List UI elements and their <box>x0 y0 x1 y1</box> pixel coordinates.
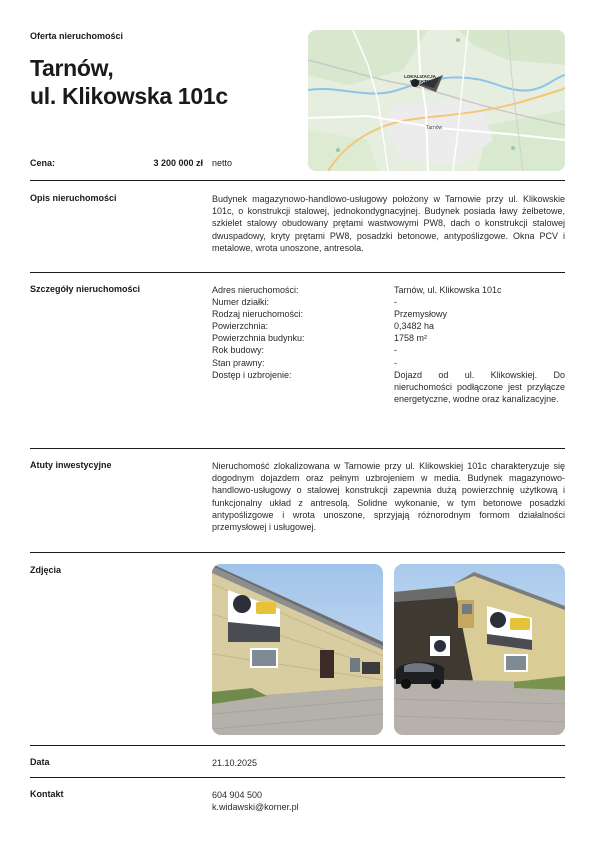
contact-label: Kontakt <box>30 789 64 799</box>
detail-key: Stan prawny: <box>212 357 265 368</box>
detail-key: Adres nieruchomości: <box>212 285 299 295</box>
building-photo[interactable] <box>212 564 383 735</box>
detail-value: 0,3482 ha <box>394 321 435 332</box>
building-photo-graphic <box>212 564 383 735</box>
offer-header-label: Oferta nieruchomości <box>30 31 124 41</box>
detail-key: Dostęp i uzbrojenie: <box>212 369 292 380</box>
contact-email[interactable]: k.widawski@korner.pl <box>212 802 299 812</box>
detail-key: Powierzchnia budynku: <box>212 333 305 344</box>
detail-row <box>212 357 565 369</box>
detail-row <box>212 308 565 320</box>
photos-label: Zdjęcia <box>30 565 62 575</box>
contact-phone[interactable]: 604 904 500 <box>212 790 263 800</box>
detail-value: - <box>394 345 397 356</box>
detail-value: Dojazd od ul. Klikowskiej. Do nieruchomości podłączone jest przyłącze energetyczne, wodne oraz kanalizacyjne. <box>394 369 565 404</box>
date-label: Data <box>30 757 50 767</box>
description-label: Opis nieruchomości <box>30 193 117 203</box>
map-marker-label <box>400 74 440 84</box>
detail-value: - <box>394 297 397 308</box>
detail-row <box>212 369 565 405</box>
investment-label: Atuty inwestycyjne <box>30 460 112 470</box>
building-photo-graphic <box>394 564 565 735</box>
detail-key: Rok budowy: <box>212 345 265 356</box>
date-value: 21.10.2025 <box>212 758 258 768</box>
divider <box>30 272 565 273</box>
page-title <box>30 54 228 110</box>
divider <box>30 745 565 746</box>
location-map[interactable] <box>308 30 565 171</box>
map-graphic <box>308 30 565 171</box>
description-text: Budynek magazynowo-handlowo-usługowy położony w Tarnowie przy ul. Klikowskie 101c, o konstrukcji stalowej, jednokondygnacyjnej. Budynek posiada ławy żelbetowe, szkielet stalowy obudowany prętami wastwowymi PW8, dach o konstrukcji stalowej dwuspadowy, kryty prętami PW8, posadzki betonowe, antypoślizgowe. Okna PCV i metalowe, wrota unoszone, antresola. <box>212 194 565 253</box>
details-label: Szczegóły nieruchomości <box>30 284 141 294</box>
detail-value: Przemysłowy <box>394 309 448 320</box>
detail-key: Powierzchnia: <box>212 321 269 332</box>
price-value: 3 200 000 zł <box>153 158 203 168</box>
title-city: Tarnów, <box>30 55 114 81</box>
divider <box>30 552 565 553</box>
detail-row <box>212 296 565 308</box>
details-table <box>212 284 565 405</box>
detail-value: - <box>394 357 397 368</box>
detail-row <box>212 344 565 356</box>
marker-label-line1: LOKALIZACJA <box>404 74 436 79</box>
price-note: netto <box>212 158 233 168</box>
map-city-label: Tarnów <box>426 125 443 131</box>
marker-label-line2: OBIEKTU <box>409 79 431 84</box>
detail-key: Rodzaj nieruchomości: <box>212 309 304 320</box>
divider <box>30 180 565 181</box>
price-label: Cena: <box>30 158 56 168</box>
divider <box>30 448 565 449</box>
detail-value: 1758 m² <box>394 333 428 344</box>
detail-row <box>212 320 565 332</box>
divider <box>30 777 565 778</box>
detail-row <box>212 284 565 296</box>
detail-key: Numer działki: <box>212 297 270 308</box>
investment-text: Nieruchomość zlokalizowana w Tarnowie przy ul. Klikowskiej 101c charakteryzuje się dogodnym dojazdem oraz pełnym uzbrojeniem w media. Budynek magazynowo-handlowo-usługowy o stalowej konstrukcji zapewnia dużą powierzchnię użytkową i funkcjonalny układ z antresolą. Solidne wykonanie, w tym betonowe posadzki antypoślizgowe i wrota unoszone, sprzyjają różnorodnym formom działalności przemysłowej i usługowej. <box>212 461 565 533</box>
detail-row <box>212 332 565 344</box>
title-street: ul. Klikowska 101c <box>30 83 228 109</box>
building-photo[interactable] <box>394 564 565 735</box>
detail-value: Tarnów, ul. Klikowska 101c <box>394 285 502 295</box>
